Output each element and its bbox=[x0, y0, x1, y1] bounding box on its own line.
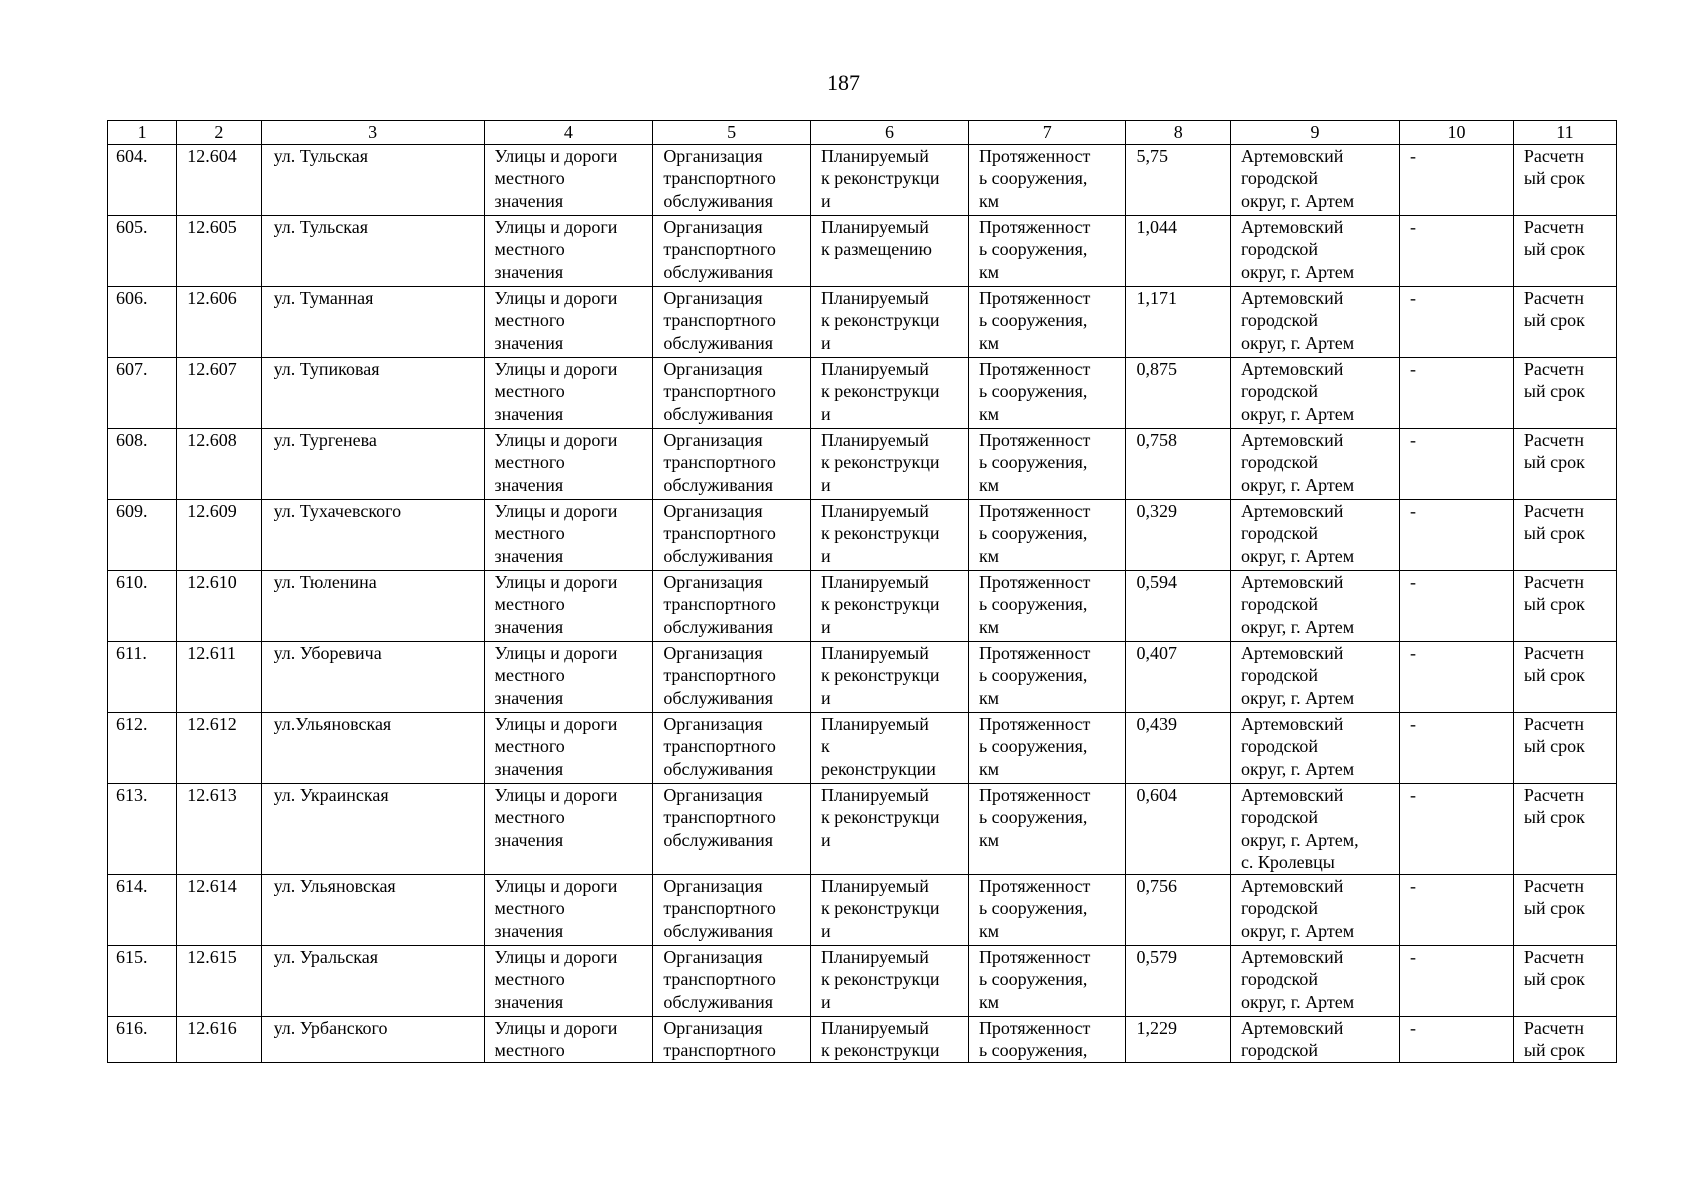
cell-7: Протяженност ь сооружения, км bbox=[968, 712, 1126, 783]
page-number: 187 bbox=[827, 70, 860, 95]
cell-10: - bbox=[1400, 357, 1514, 428]
cell-2: 12.604 bbox=[177, 144, 261, 215]
cell-6: Планируемый к реконструкци и bbox=[810, 874, 968, 945]
table-row bbox=[108, 144, 1617, 215]
cell-1: 606. bbox=[108, 286, 177, 357]
cell-2: 12.612 bbox=[177, 712, 261, 783]
table-row bbox=[108, 357, 1617, 428]
cell-2: 12.610 bbox=[177, 570, 261, 641]
cell-11: Расчетн ый срок bbox=[1513, 357, 1616, 428]
cell-4: Улицы и дороги местного bbox=[484, 1016, 653, 1062]
cell-9: Артемовский городской округ, г. Артем bbox=[1230, 874, 1399, 945]
cell-5: Организация транспортного обслуживания bbox=[653, 144, 811, 215]
cell-11: Расчетн ый срок bbox=[1513, 945, 1616, 1016]
cell-11: Расчетн ый срок bbox=[1513, 570, 1616, 641]
cell-6: Планируемый к размещению bbox=[810, 215, 968, 286]
cell-1: 604. bbox=[108, 144, 177, 215]
cell-10: - bbox=[1400, 428, 1514, 499]
cell-8: 0,407 bbox=[1126, 641, 1231, 712]
cell-8: 0,758 bbox=[1126, 428, 1231, 499]
cell-9: Артемовский городской округ, г. Артем bbox=[1230, 144, 1399, 215]
cell-4: Улицы и дороги местного значения bbox=[484, 499, 653, 570]
cell-2: 12.606 bbox=[177, 286, 261, 357]
cell-3: ул. Урбанского bbox=[261, 1016, 484, 1062]
cell-8: 1,044 bbox=[1126, 215, 1231, 286]
header-cell: 5 bbox=[653, 121, 811, 145]
cell-6: Планируемый к реконструкци и bbox=[810, 428, 968, 499]
cell-9: Артемовский городской округ, г. Артем bbox=[1230, 641, 1399, 712]
cell-5: Организация транспортного обслуживания bbox=[653, 641, 811, 712]
cell-9: Артемовский городской округ, г. Артем bbox=[1230, 570, 1399, 641]
main-table bbox=[107, 120, 1617, 1063]
cell-2: 12.607 bbox=[177, 357, 261, 428]
cell-7: Протяженност ь сооружения, км bbox=[968, 499, 1126, 570]
cell-4: Улицы и дороги местного значения bbox=[484, 286, 653, 357]
cell-3: ул. Уральская bbox=[261, 945, 484, 1016]
cell-11: Расчетн ый срок bbox=[1513, 428, 1616, 499]
cell-7: Протяженност ь сооружения, км bbox=[968, 357, 1126, 428]
cell-5: Организация транспортного обслуживания bbox=[653, 286, 811, 357]
cell-3: ул. Украинская bbox=[261, 783, 484, 874]
table-row bbox=[108, 428, 1617, 499]
cell-5: Организация транспортного обслуживания bbox=[653, 215, 811, 286]
cell-3: ул. Тургенева bbox=[261, 428, 484, 499]
cell-10: - bbox=[1400, 570, 1514, 641]
cell-11: Расчетн ый срок bbox=[1513, 874, 1616, 945]
cell-8: 0,329 bbox=[1126, 499, 1231, 570]
cell-2: 12.616 bbox=[177, 1016, 261, 1062]
table-row bbox=[108, 945, 1617, 1016]
cell-3: ул. Тульская bbox=[261, 144, 484, 215]
cell-2: 12.605 bbox=[177, 215, 261, 286]
cell-11: Расчетн ый срок bbox=[1513, 783, 1616, 874]
cell-11: Расчетн ый срок bbox=[1513, 1016, 1616, 1062]
table-row bbox=[108, 641, 1617, 712]
cell-3: ул.Ульяновская bbox=[261, 712, 484, 783]
table-header-row bbox=[108, 121, 1617, 145]
cell-4: Улицы и дороги местного значения bbox=[484, 215, 653, 286]
cell-5: Организация транспортного обслуживания bbox=[653, 499, 811, 570]
cell-9: Артемовский городской округ, г. Артем bbox=[1230, 499, 1399, 570]
cell-8: 1,229 bbox=[1126, 1016, 1231, 1062]
cell-6: Планируемый к реконструкци и bbox=[810, 783, 968, 874]
cell-10: - bbox=[1400, 945, 1514, 1016]
cell-5: Организация транспортного обслуживания bbox=[653, 570, 811, 641]
cell-8: 1,171 bbox=[1126, 286, 1231, 357]
cell-7: Протяженност ь сооружения, км bbox=[968, 874, 1126, 945]
cell-8: 0,756 bbox=[1126, 874, 1231, 945]
cell-9: Артемовский городской bbox=[1230, 1016, 1399, 1062]
header-cell: 6 bbox=[810, 121, 968, 145]
table-row bbox=[108, 874, 1617, 945]
header-cell: 3 bbox=[261, 121, 484, 145]
cell-8: 0,875 bbox=[1126, 357, 1231, 428]
table-row bbox=[108, 712, 1617, 783]
cell-1: 611. bbox=[108, 641, 177, 712]
cell-10: - bbox=[1400, 641, 1514, 712]
cell-3: ул. Уборевича bbox=[261, 641, 484, 712]
cell-5: Организация транспортного обслуживания bbox=[653, 783, 811, 874]
cell-9: Артемовский городской округ, г. Артем bbox=[1230, 945, 1399, 1016]
cell-1: 614. bbox=[108, 874, 177, 945]
cell-1: 607. bbox=[108, 357, 177, 428]
cell-10: - bbox=[1400, 712, 1514, 783]
cell-6: Планируемый к реконструкци и bbox=[810, 945, 968, 1016]
cell-3: ул. Тульская bbox=[261, 215, 484, 286]
table-row bbox=[108, 215, 1617, 286]
cell-9: Артемовский городской округ, г. Артем bbox=[1230, 286, 1399, 357]
cell-5: Организация транспортного обслуживания bbox=[653, 428, 811, 499]
cell-5: Организация транспортного bbox=[653, 1016, 811, 1062]
header-cell: 2 bbox=[177, 121, 261, 145]
cell-4: Улицы и дороги местного значения bbox=[484, 357, 653, 428]
cell-7: Протяженност ь сооружения, км bbox=[968, 144, 1126, 215]
cell-6: Планируемый к реконструкци и bbox=[810, 499, 968, 570]
cell-1: 608. bbox=[108, 428, 177, 499]
cell-11: Расчетн ый срок bbox=[1513, 144, 1616, 215]
cell-2: 12.614 bbox=[177, 874, 261, 945]
cell-1: 616. bbox=[108, 1016, 177, 1062]
cell-6: Планируемый к реконструкци и bbox=[810, 144, 968, 215]
cell-6: Планируемый к реконструкци и bbox=[810, 357, 968, 428]
cell-4: Улицы и дороги местного значения bbox=[484, 874, 653, 945]
cell-8: 5,75 bbox=[1126, 144, 1231, 215]
header-cell: 4 bbox=[484, 121, 653, 145]
cell-9: Артемовский городской округ, г. Артем bbox=[1230, 712, 1399, 783]
header-cell: 1 bbox=[108, 121, 177, 145]
cell-2: 12.611 bbox=[177, 641, 261, 712]
header-cell: 7 bbox=[968, 121, 1126, 145]
cell-6: Планируемый к реконструкци и bbox=[810, 570, 968, 641]
header-cell: 8 bbox=[1126, 121, 1231, 145]
cell-8: 0,604 bbox=[1126, 783, 1231, 874]
cell-2: 12.615 bbox=[177, 945, 261, 1016]
cell-10: - bbox=[1400, 286, 1514, 357]
cell-7: Протяженност ь сооружения, км bbox=[968, 286, 1126, 357]
table-row bbox=[108, 499, 1617, 570]
header-cell: 10 bbox=[1400, 121, 1514, 145]
cell-2: 12.608 bbox=[177, 428, 261, 499]
cell-11: Расчетн ый срок bbox=[1513, 641, 1616, 712]
cell-4: Улицы и дороги местного значения bbox=[484, 144, 653, 215]
cell-7: Протяженност ь сооружения, км bbox=[968, 783, 1126, 874]
cell-4: Улицы и дороги местного значения bbox=[484, 570, 653, 641]
cell-1: 615. bbox=[108, 945, 177, 1016]
cell-9: Артемовский городской округ, г. Артем, с. Кролевцы bbox=[1230, 783, 1399, 874]
cell-5: Организация транспортного обслуживания bbox=[653, 945, 811, 1016]
cell-11: Расчетн ый срок bbox=[1513, 712, 1616, 783]
cell-1: 612. bbox=[108, 712, 177, 783]
cell-6: Планируемый к реконструкции bbox=[810, 712, 968, 783]
cell-6: Планируемый к реконструкци и bbox=[810, 286, 968, 357]
table-row bbox=[108, 570, 1617, 641]
cell-4: Улицы и дороги местного значения bbox=[484, 783, 653, 874]
cell-7: Протяженност ь сооружения, bbox=[968, 1016, 1126, 1062]
cell-11: Расчетн ый срок bbox=[1513, 499, 1616, 570]
header-cell: 9 bbox=[1230, 121, 1399, 145]
cell-9: Артемовский городской округ, г. Артем bbox=[1230, 357, 1399, 428]
cell-7: Протяженност ь сооружения, км bbox=[968, 428, 1126, 499]
cell-4: Улицы и дороги местного значения bbox=[484, 641, 653, 712]
cell-7: Протяженност ь сооружения, км bbox=[968, 945, 1126, 1016]
cell-10: - bbox=[1400, 1016, 1514, 1062]
cell-9: Артемовский городской округ, г. Артем bbox=[1230, 428, 1399, 499]
cell-4: Улицы и дороги местного значения bbox=[484, 945, 653, 1016]
cell-7: Протяженност ь сооружения, км bbox=[968, 641, 1126, 712]
cell-5: Организация транспортного обслуживания bbox=[653, 712, 811, 783]
cell-6: Планируемый к реконструкци и bbox=[810, 641, 968, 712]
cell-1: 610. bbox=[108, 570, 177, 641]
cell-3: ул. Тюленина bbox=[261, 570, 484, 641]
table-row bbox=[108, 783, 1617, 874]
cell-1: 613. bbox=[108, 783, 177, 874]
cell-3: ул. Туманная bbox=[261, 286, 484, 357]
table-row bbox=[108, 286, 1617, 357]
table-row bbox=[108, 1016, 1617, 1062]
cell-2: 12.613 bbox=[177, 783, 261, 874]
cell-11: Расчетн ый срок bbox=[1513, 286, 1616, 357]
cell-8: 0,439 bbox=[1126, 712, 1231, 783]
cell-4: Улицы и дороги местного значения bbox=[484, 712, 653, 783]
cell-7: Протяженност ь сооружения, км bbox=[968, 215, 1126, 286]
cell-7: Протяженност ь сооружения, км bbox=[968, 570, 1126, 641]
cell-5: Организация транспортного обслуживания bbox=[653, 874, 811, 945]
cell-1: 609. bbox=[108, 499, 177, 570]
cell-8: 0,594 bbox=[1126, 570, 1231, 641]
cell-3: ул. Тупиковая bbox=[261, 357, 484, 428]
cell-2: 12.609 bbox=[177, 499, 261, 570]
cell-1: 605. bbox=[108, 215, 177, 286]
cell-5: Организация транспортного обслуживания bbox=[653, 357, 811, 428]
cell-10: - bbox=[1400, 215, 1514, 286]
cell-3: ул. Тухачевского bbox=[261, 499, 484, 570]
cell-3: ул. Ульяновская bbox=[261, 874, 484, 945]
cell-10: - bbox=[1400, 499, 1514, 570]
cell-6: Планируемый к реконструкци bbox=[810, 1016, 968, 1062]
cell-4: Улицы и дороги местного значения bbox=[484, 428, 653, 499]
cell-10: - bbox=[1400, 783, 1514, 874]
cell-9: Артемовский городской округ, г. Артем bbox=[1230, 215, 1399, 286]
cell-10: - bbox=[1400, 874, 1514, 945]
cell-11: Расчетн ый срок bbox=[1513, 215, 1616, 286]
header-cell: 11 bbox=[1513, 121, 1616, 145]
cell-8: 0,579 bbox=[1126, 945, 1231, 1016]
cell-10: - bbox=[1400, 144, 1514, 215]
